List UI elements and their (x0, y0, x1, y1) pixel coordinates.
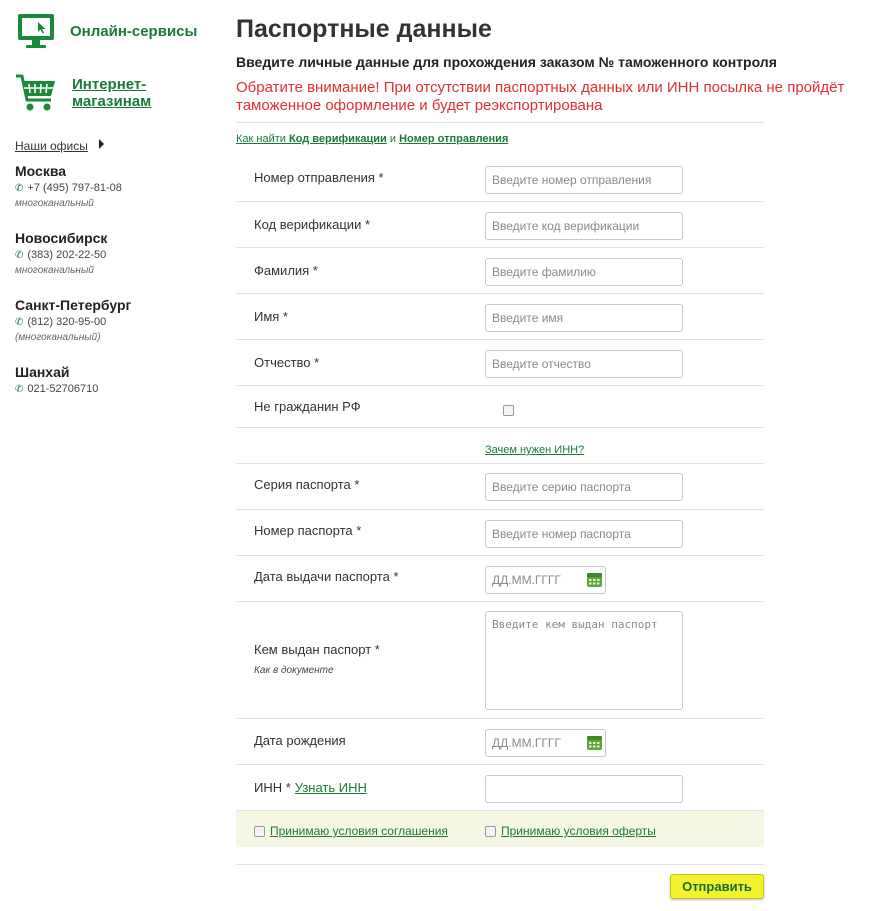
passport-number-label: Номер паспорта * (254, 523, 362, 538)
form-row-passport-number (236, 510, 764, 556)
city-note: многоканальный (15, 265, 94, 276)
sidebar (0, 0, 220, 911)
inn-input[interactable] (485, 775, 683, 803)
city-shanghai (15, 364, 98, 395)
birth-date-input[interactable] (486, 730, 578, 756)
page-title: Паспортные данные (236, 15, 492, 43)
city-phone-row (15, 383, 98, 395)
calendar-icon[interactable] (586, 734, 603, 751)
help-link[interactable] (236, 133, 387, 145)
find-inn-link[interactable]: Узнать ИНН (294, 780, 367, 795)
help-line[interactable] (236, 133, 508, 145)
last-name-label: Фамилия * (254, 263, 318, 278)
divider (236, 864, 764, 865)
issued-by-textarea[interactable] (485, 611, 683, 710)
help-number-link[interactable] (399, 133, 508, 145)
arrow-right-icon (99, 139, 104, 149)
phone-icon: ✆ (15, 182, 24, 194)
agreements-bar (236, 810, 764, 847)
form-row-not-citizen (236, 386, 764, 428)
form-row-birth-date (236, 719, 764, 765)
help-and: и (386, 133, 400, 145)
city-phone-row (15, 182, 122, 194)
city-name: Шанхай (15, 364, 70, 380)
city-phone-row (15, 316, 131, 328)
issued-by-note: Как в документе (254, 665, 334, 676)
warning-message: Обратите внимание! При отсутствии паспортных данных или ИНН посылка не пройдёт таможенное оформление и будет реэкспортирована (236, 79, 845, 114)
birth-date-field (485, 729, 606, 757)
passport-series-label: Серия паспорта * (254, 477, 360, 492)
online-shops-item[interactable] (14, 72, 162, 114)
inn-label: ИНН * (254, 780, 291, 795)
city-phone: 021-52706710 (27, 383, 99, 395)
online-shops-line2: магазинам (72, 93, 152, 110)
online-services-item[interactable] (16, 12, 197, 50)
inn-label-wrap (254, 780, 367, 795)
birth-date-label: Дата рождения (254, 733, 346, 748)
help-code: Код верификации (288, 133, 387, 145)
issue-date-field (485, 566, 606, 594)
city-note: многоканальный (15, 198, 94, 209)
help-number: Номер отправления (399, 133, 509, 145)
help-prefix: Как найти (236, 133, 289, 145)
verification-label: Код верификации * (254, 217, 370, 232)
form-row-inn (236, 765, 764, 811)
tracking-number-input[interactable] (485, 166, 683, 194)
patronymic-label: Отчество * (254, 355, 320, 370)
patronymic-input[interactable] (485, 350, 683, 378)
city-name: Новосибирск (15, 230, 108, 246)
accept-terms[interactable] (254, 824, 448, 838)
form-row-verification (236, 202, 764, 248)
accept-offer-checkbox[interactable] (485, 826, 496, 837)
form-row-first-name (236, 294, 764, 340)
online-shops-line1: Интернет- (72, 76, 147, 93)
why-inn-link[interactable]: Зачем нужен ИНН? (485, 444, 585, 456)
accept-terms-label[interactable]: Принимаю условия соглашения (270, 824, 448, 838)
issue-date-input[interactable] (486, 567, 578, 593)
passport-number-input[interactable] (485, 520, 683, 548)
shopping-cart-icon (14, 72, 58, 114)
city-name: Москва (15, 163, 67, 179)
city-note: (многоканальный) (15, 332, 101, 343)
last-name-input[interactable] (485, 258, 683, 286)
form-row-why-inn (236, 428, 764, 464)
city-phone-row (15, 249, 107, 261)
monitor-icon (16, 12, 56, 50)
form-row-issued-by (236, 602, 764, 719)
form-row-tracking (236, 155, 764, 202)
first-name-label: Имя * (254, 309, 288, 324)
city-phone: +7 (495) 797-81-08 (27, 182, 122, 194)
accept-terms-checkbox[interactable] (254, 826, 265, 837)
accept-offer[interactable] (485, 824, 656, 838)
page-subtitle: Введите личные данные для прохождения заказом № таможенного контроля (236, 54, 777, 70)
divider (236, 122, 764, 123)
issued-by-label: Кем выдан паспорт * (254, 642, 380, 657)
passport-form (236, 155, 764, 811)
online-shops-link[interactable] (72, 76, 162, 110)
phone-icon: ✆ (15, 249, 24, 261)
city-moscow (15, 163, 122, 209)
not-citizen-checkbox[interactable] (503, 405, 514, 416)
phone-icon: ✆ (15, 316, 24, 328)
verification-code-input[interactable] (485, 212, 683, 240)
city-phone: (383) 202-22-50 (27, 249, 107, 261)
form-row-issue-date (236, 556, 764, 602)
form-row-patronymic (236, 340, 764, 386)
city-phone: (812) 320-95-00 (27, 316, 107, 328)
form-row-passport-series (236, 464, 764, 510)
city-name: Санкт-Петербург (15, 297, 132, 313)
calendar-icon[interactable] (586, 571, 603, 588)
tracking-label: Номер отправления * (254, 170, 384, 185)
passport-series-input[interactable] (485, 473, 683, 501)
accept-offer-label[interactable]: Принимаю условия оферты (501, 824, 656, 838)
issue-date-label: Дата выдачи паспорта * (254, 569, 399, 584)
not-citizen-label: Не гражданин РФ (254, 399, 361, 414)
online-services-link[interactable]: Онлайн-сервисы (70, 22, 198, 40)
submit-button[interactable]: Отправить (670, 874, 764, 899)
offices-link[interactable]: Наши офисы (15, 139, 88, 153)
form-row-last-name (236, 248, 764, 294)
phone-icon: ✆ (15, 383, 24, 395)
city-novosibirsk (15, 230, 107, 276)
first-name-input[interactable] (485, 304, 683, 332)
city-saint-petersburg (15, 297, 131, 343)
